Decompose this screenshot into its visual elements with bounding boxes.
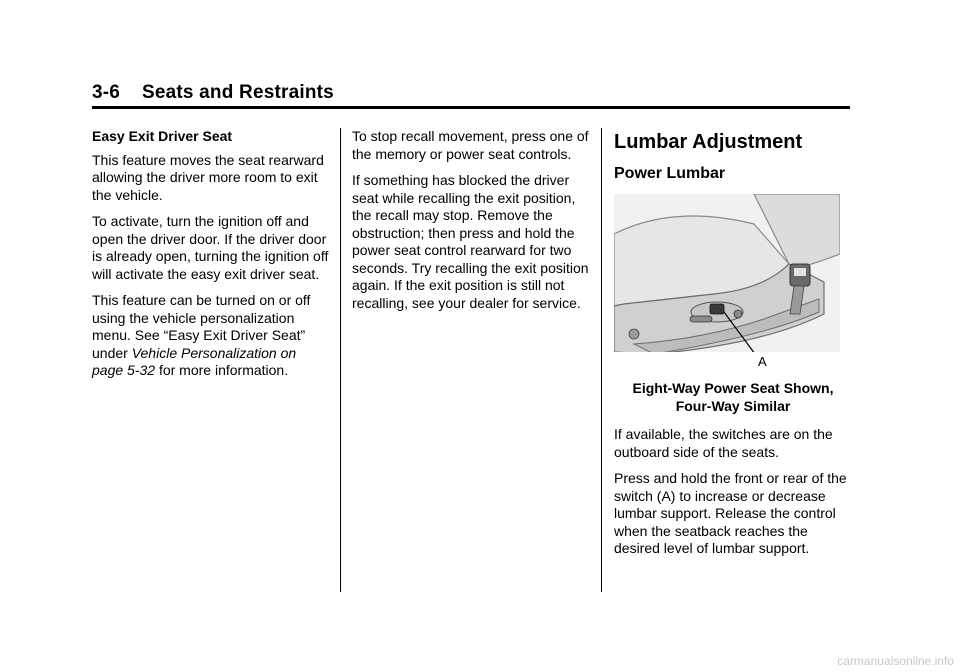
column-divider-2 xyxy=(601,128,602,592)
page-number: 3-6 xyxy=(92,82,121,103)
paragraph xyxy=(92,292,330,380)
recline-switch xyxy=(734,310,742,318)
easy-exit-subhead: Easy Exit Driver Seat xyxy=(92,128,233,144)
buckle-button xyxy=(794,268,806,276)
column-2 xyxy=(352,128,590,321)
paragraph: This feature moves the seat rearward allowing the driver more room to exit the vehicle. xyxy=(92,151,324,203)
callout-a-label: A xyxy=(758,354,767,369)
power-lumbar-subheading: Power Lumbar xyxy=(614,165,726,182)
paragraph-text: This feature can be turned on or off using the vehicle personalization menu. See “Easy Exit Driver Seat” under xyxy=(92,292,311,361)
paragraph: Press and hold the front or rear of the switch (A) to increase or decrease lumbar support. Release the control when the seatback reaches the desired level of lumbar support. xyxy=(614,470,847,556)
footer-watermark: carmanualsonline.info xyxy=(837,654,954,668)
lumbar-heading: Lumbar Adjustment xyxy=(614,131,803,153)
cross-reference: Vehicle Personalization on page 5-32 xyxy=(92,344,297,378)
seat-illustration xyxy=(614,194,840,374)
seat-switch xyxy=(690,316,712,322)
paragraph-text: for more information. xyxy=(155,362,289,378)
caption-line: Four-Way Similar xyxy=(675,397,791,414)
header-title xyxy=(92,82,334,104)
section-title: Seats and Restraints xyxy=(141,82,334,103)
paragraph: To stop recall movement, press one of the memory or power seat controls. xyxy=(352,128,589,162)
figure-label-area xyxy=(614,352,840,374)
seat-drawing xyxy=(614,194,840,374)
lumbar-switch xyxy=(710,304,724,314)
paragraph: To activate, turn the ignition off and open the driver door. If the driver door is already open, turning the ignition off will activate the easy exit driver seat. xyxy=(92,213,329,282)
seat-knob xyxy=(629,329,639,339)
column-divider-1 xyxy=(340,128,341,592)
figure-caption xyxy=(614,380,852,415)
column-3 xyxy=(614,128,852,567)
page-header xyxy=(92,82,850,109)
paragraph: If something has blocked the driver seat while recalling the exit position, the recall may stop. Remove the obstruction; then press and hold the power seat control rearward for two seconds. Try recalling the exit position again. If the exit position is still not recalling, see your dealer for service. xyxy=(352,172,589,311)
column-1 xyxy=(92,128,330,389)
paragraph: If available, the switches are on the outboard side of the seats. xyxy=(614,426,833,460)
caption-line: Eight-Way Power Seat Shown, xyxy=(632,380,834,396)
